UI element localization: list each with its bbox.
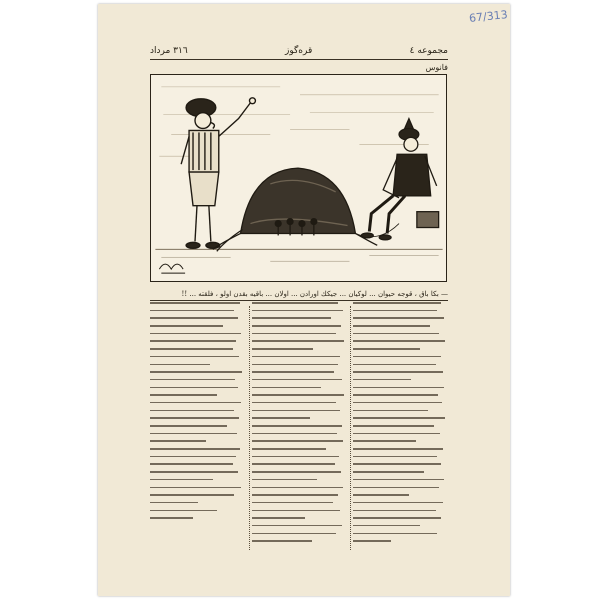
- text-column-right: [353, 302, 449, 550]
- cartoon-drawing: [151, 75, 446, 281]
- text-column-left: [150, 302, 246, 550]
- masthead-title: قره‌گوز: [285, 46, 313, 56]
- masthead: [150, 44, 448, 58]
- soldier-figure: [361, 119, 438, 240]
- bell-shell: [213, 168, 377, 251]
- cartoon-heading: فانوس: [425, 63, 448, 72]
- artist-signature: [159, 264, 185, 273]
- masthead-date: ٣١٦ مرداد: [150, 46, 188, 56]
- caption-rule: [150, 300, 448, 301]
- column-divider: [350, 306, 351, 550]
- cartoon-caption: — بكا باق ، قوجه حيوان ... لوكيان ... جيكك اورادن ... اولان ... باقيه بقدن اولو ، فلقته ... !!: [181, 290, 448, 298]
- column-divider: [249, 306, 250, 550]
- text-column-middle: [252, 302, 348, 550]
- masthead-left: مجموعه ٤: [409, 46, 448, 56]
- text-columns: [148, 302, 450, 552]
- masthead-rule: [150, 59, 448, 60]
- archive-number: 67/313: [468, 8, 509, 25]
- cartoon-illustration: [150, 74, 447, 282]
